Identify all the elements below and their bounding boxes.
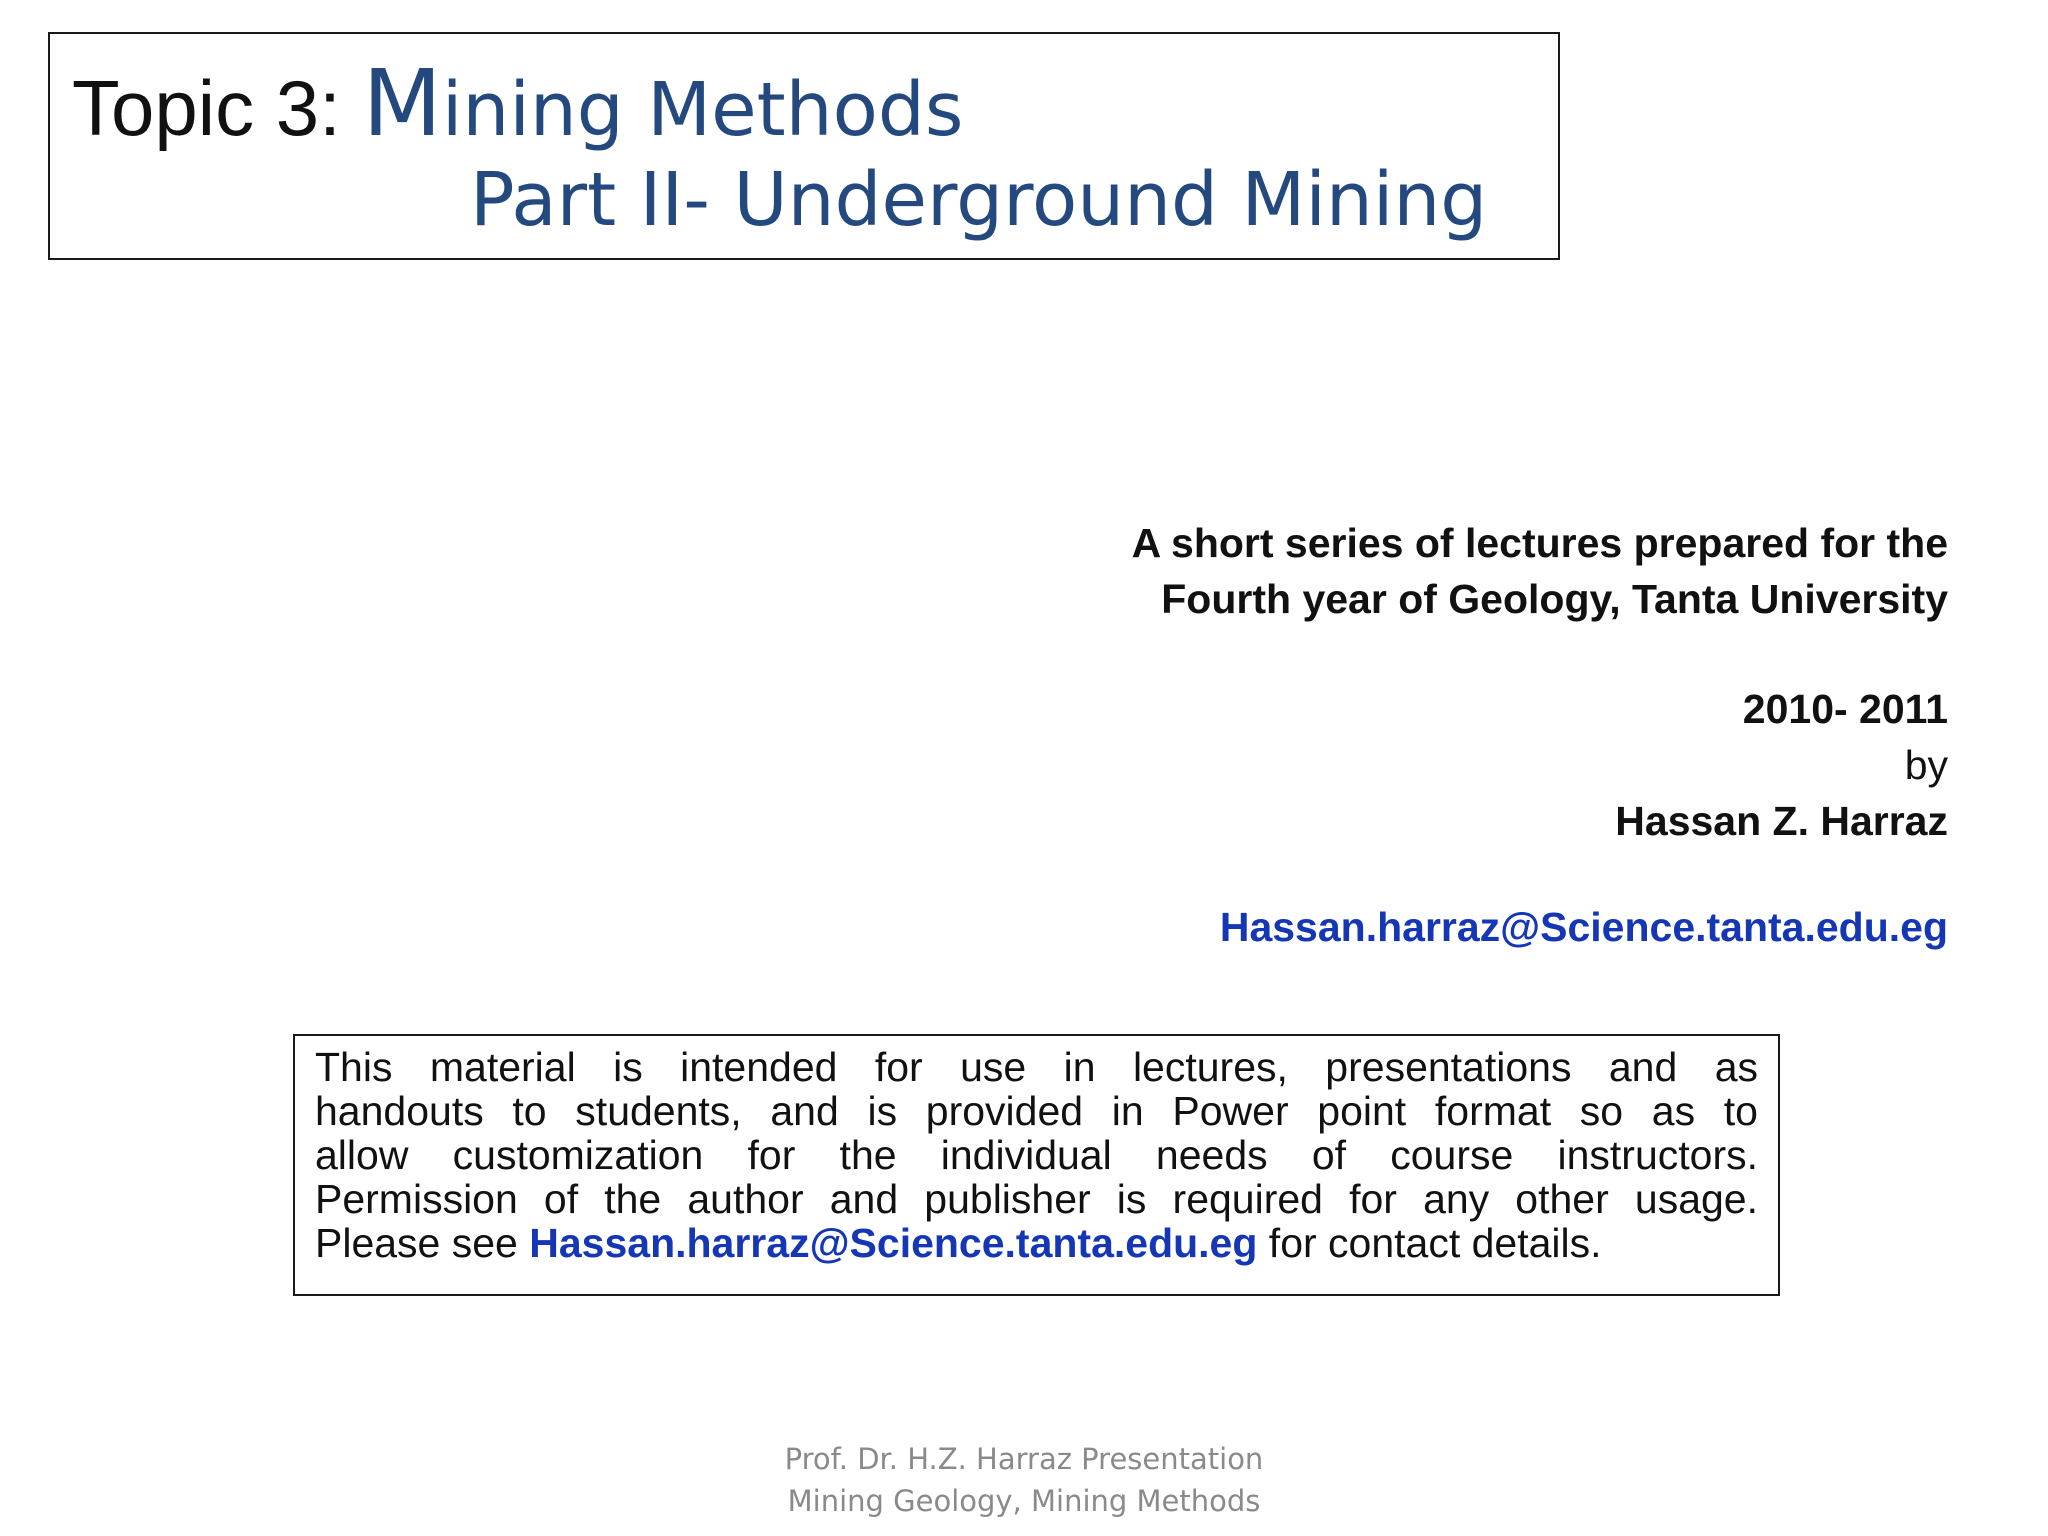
title-box <box>48 32 1560 260</box>
footer-line-1: Prof. Dr. H.Z. Harraz Presentation <box>784 1442 1264 1476</box>
lecture-description-line1: A short series of lectures prepared for the <box>1131 520 1948 566</box>
notice-line-2: handouts to students, and is provided in Power point format so as to <box>315 1088 1758 1134</box>
notice-line-5 <box>315 1221 1758 1265</box>
notice-suffix: for contact details. <box>1257 1220 1602 1266</box>
footer-line-2: Mining Geology, Mining Methods <box>787 1484 1261 1518</box>
notice-line-3: allow customization for the individual needs of course instructors. <box>315 1132 1758 1178</box>
notice-line-1: This material is intended for use in lectures, presentations and as <box>315 1044 1758 1090</box>
usage-notice-box <box>293 1034 1780 1296</box>
by-label: by <box>1904 742 1948 788</box>
lecture-info <box>848 515 1948 957</box>
lecture-description-line2: Fourth year of Geology, Tanta University <box>1161 576 1948 622</box>
academic-year: 2010- 2011 <box>1742 686 1948 732</box>
notice-email-link[interactable]: Hassan.harraz@Science.tanta.edu.eg <box>529 1220 1258 1266</box>
title-heading <box>72 50 964 160</box>
topic-rest: ining Methods <box>441 67 964 153</box>
topic-label: Topic 3: <box>72 64 363 152</box>
notice-prefix: Please see <box>315 1220 530 1266</box>
notice-line-4: Permission of the author and publisher is required for any other usage. <box>315 1176 1758 1222</box>
author-name: Hassan Z. Harraz <box>1615 798 1948 844</box>
slide-footer <box>0 1438 2048 1522</box>
topic-initial: M <box>362 50 442 157</box>
title-subtitle: Part II- Underground Mining <box>470 157 1488 243</box>
author-email-link[interactable]: Hassan.harraz@Science.tanta.edu.eg <box>1219 904 1948 950</box>
topic-name <box>362 50 964 157</box>
